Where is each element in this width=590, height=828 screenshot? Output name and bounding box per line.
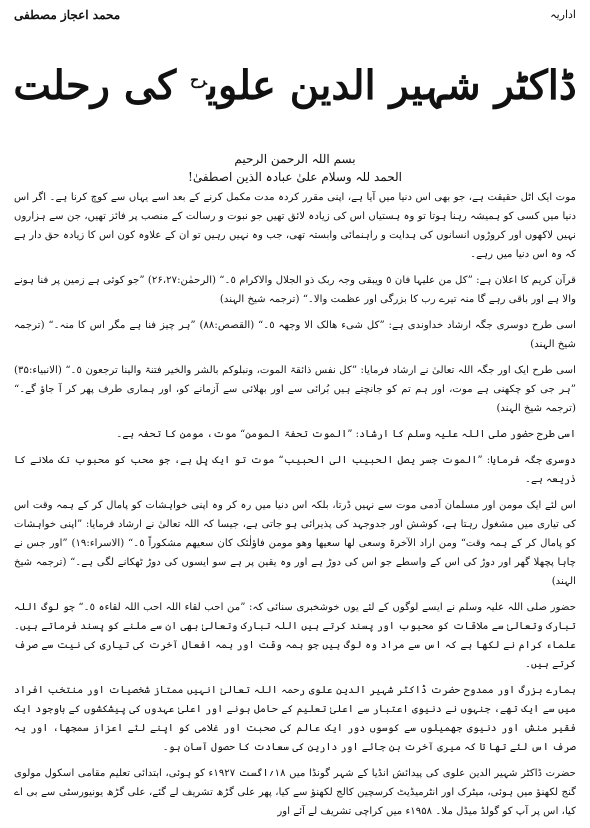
paragraph: اسی طرح ایک اور جگہ اللہ تعالیٰ نے ارشاد فرمایا: ”کل نفس ذائقۃ الموت، ونبلوکم بالشر والخیر فتنۃ والینا ترجعون ٥۔“ (الانبیاء:۳۵) ”ہر جی کو چکھنی ہے موت، اور ہم تم کو جانچتے ہیں بُرائی سے اور بھلائی سے آزمانے کو، اور ہماری طرف پھر کر آ جاؤ گے۔“ (ترجمہ شیخ الہند) [14,365,576,414]
paragraph: اسی طرح حضور صلی اللہ علیہ وسلم کا ارشاد: ”الموت تحفۃ المومن“ موت، مومن کا تحفہ ہے۔ [116,429,576,440]
title-honorific: رح [190,72,207,89]
article-body [14,188,576,828]
paragraph: اسی طرح دوسری جگہ ارشاد خداوندی ہے: ”کل شیء ھالک الا وجھہ ٥۔“ (القصص:۸۸) ”ہر چیز فنا ہے مگر اس کا منہ۔“ (ترجمہ شیخ الہند) [14,320,576,350]
author-name: محمد اعجاز مصطفی [14,8,121,22]
bismillah: بسم اللہ الرحمن الرحیم [234,152,356,166]
paragraph: موت ایک اٹل حقیقت ہے، جو بھی اس دنیا میں آیا ہے، اپنی مقرر کردہ مدت مکمل کرنے کے بعد اسے یہاں سے کوچ کرنا ہے۔ اگر اس دنیا میں کسی کو ہمیشہ رہنا ہوتا تو وہ ہستیاں اس کی زیادہ لائق تھیں جو نبوت و رسالت کے منصب پر فائز تھیں، جن سے ہزاروں نہیں لاکھوں اور کروڑوں انسانوں کی ہدایت و راہنمائی وابستہ تھی، جب وہ نہیں رہیں تو ان کے علاوہ کون اس کا زیادہ حق دار ہے کہ وہ اس دنیا میں رہے۔ [14,192,576,260]
section-label: اداریہ [550,8,576,21]
paragraph: دوسری جگہ فرمایا: ”الموت جسر یصل الحبیب الی الحبیب“ موت تو ایک پل ہے، جو محب کو محبوب تک ملانے کا ذریعہ ہے۔ [14,455,576,485]
paragraph: اس لئے ایک مومن اور مسلمان آدمی موت سے نہیں ڈرتا، بلکہ اس دنیا میں رہ کر وہ اپنی خواہشات کو پامال کر کے ہمہ وقت اس کی تیاری میں مشغول رہتا ہے، کوشش اور جدوجہد کی پذیرائی ہو جاتی ہے، جیسا کہ اللہ تعالیٰ نے ارشاد فرمایا: ”اپنی خواہشات کو پامال کر کے ہمہ وقت“ ومن اراد الآخرۃ وسعی لھا سعیھا وھو مومن فاؤلٰئک کان سعیھم مشکوراً ٥۔“ (الاسراء:۱۹) ”اور جس نے چاہا پچھلا گھر اور دوڑ کی اس کے واسطے جو اس کی دوڑ ہے اور وہ یقین پر ہے سو ایسوں کی دوڑ ٹھکانے لگی ہے۔“ (ترجمہ شیخ الہند) [14,500,576,587]
paragraph: حضرت ڈاکٹر شہیر الدین علوی کی پیدائش انڈیا کے شہر گونڈا میں ۱۸؍اگست ۱۹۲۷ء کو ہوئی، ابتدائی تعلیم مقامی اسکول مولوی گنج لکھنؤ میں ہوئی، میٹرک اور انٹرمیڈیٹ کرسچین کالج لکھنؤ سے کیا، پھر علی گڑھ تشریف لے گئے، علی گڑھ یونیورسٹی سے بی اے کیا، اس پر آپ کو گولڈ میڈل ملا۔ ۱۹۵۸ء میں کراچی تشریف لے آئے اور [14,768,576,817]
paragraph: ہمارے بزرگ اور ممدوح حضرت ڈاکٹر شہیر الدین علوی رحمہ اللہ تعالیٰ انہیں ممتاز شخصیات اور منتخب افراد میں سے ایک تھے، جنہوں نے دنیوی اعتبار سے اعلیٰ تعلیم کے حامل ہونے اور اعلیٰ عہدوں کی پیشکشوں کے باوجود ایک فقیر منش اور دنیوی جھمیلوں سے کوسوں دور ایک عالم کی صحبت اور غلامی کو اپنے لئے اعزاز سمجھا، اور یہ صرف اس لئے تھا تا کہ میری آخرت بن جائے اور دارین کی سعادت کا حصول آسان ہو۔ [14,685,576,753]
paragraph: حضور صلی اللہ علیہ وسلم نے ایسے لوگوں کے لئے یوں خوشخبری سنائی کہ: ”من احب لقاء اللہ احب اللہ لقاءہ ٥۔“ جو لوگ اللہ تبارک وتعالیٰ سے ملاقات کو محبوب اور پسند کرتے ہیں اللہ تبارک وتعالیٰ بھی ان سے ملنے کو پسند فرماتے ہیں۔ علماء کرام نے لکھا ہے کہ اس سے مراد وہ لوگ ہیں جو ہمہ وقت اور ہمہ افعال آخرت کی تیاری کی نیت سے صرف کرتے ہیں۔ [14,602,576,670]
title-suffix: کی رحلت [13,62,177,109]
paragraph: قرآن کریم کا اعلان ہے: ”کل من علیہا فان ٥ ویبقی وجہ ربک ذو الجلال والاکرام ٥۔“ (الرحمٰن:۲۶،۲۷) ”جو کوئی ہے زمین پر فنا ہونے والا ہے اور باقی رہے گا منہ تیرے رب کا بزرگی اور عظمت والا۔“ (ترجمہ شیخ الہند) [14,275,576,305]
opening-line: الحمد للہ وسلام علیٰ عبادہ الذین اصطفیٰ! [188,170,402,184]
title-main: ڈاکٹر شہیر الدین علوی [206,62,577,109]
article-title [0,62,590,110]
